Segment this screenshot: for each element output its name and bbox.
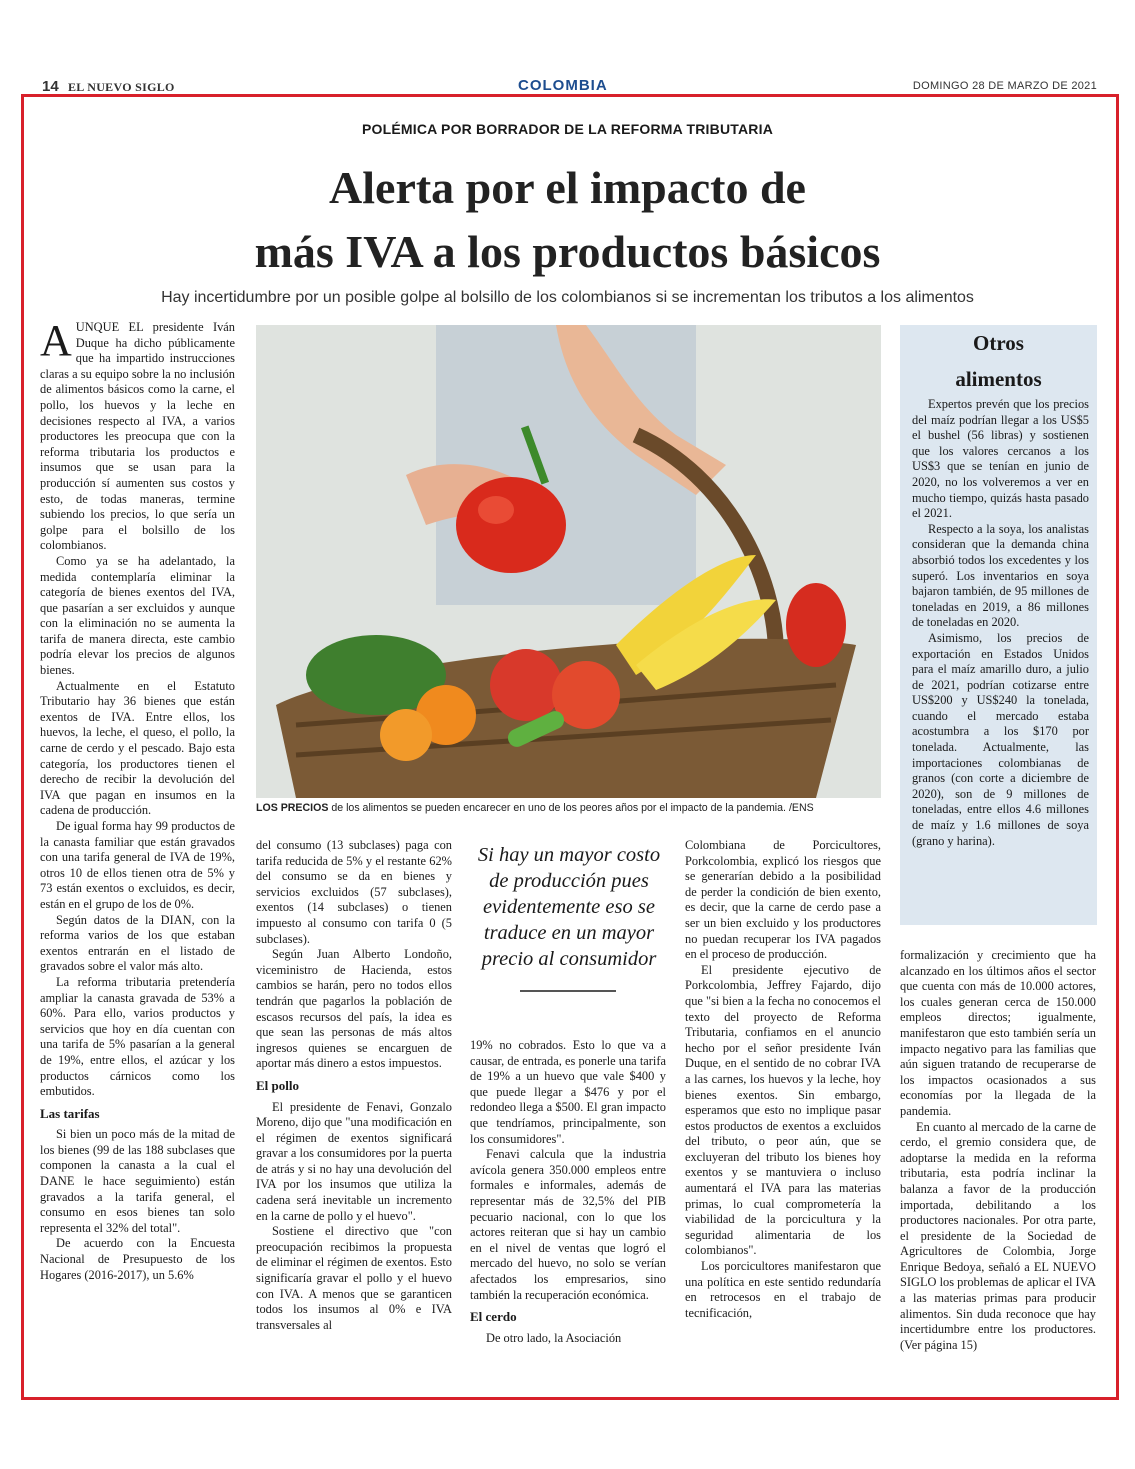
- masthead: [42, 77, 1097, 95]
- paragraph: El presidente de Fenavi, Gonzalo Moreno, dijo que "una modificación en el régimen de exentos significará gravar a los consumidores por la puerta de atrás y si no hay una devolución del IVA por los insumos que utiliza la cadena será inevitable un incremento en la carne de pollo y el huevo".: [256, 1099, 452, 1223]
- page-number: 14: [42, 78, 59, 95]
- section-name: COLOMBIA: [518, 77, 608, 94]
- headline-line-1: Alerta por el impacto de: [329, 162, 806, 213]
- caption-text: de los alimentos se pueden encarecer en uno de los peores años por el impacto de la pandemia. /ENS: [328, 802, 814, 814]
- article-headline: [0, 156, 1135, 284]
- article-column-2: [256, 838, 452, 1333]
- paragraph: Si bien un poco más de la mitad de los bienes (99 de las 188 subclases que componen la canasta a la cual el DANE le hace seguimiento) están gravados a la tarifa general, el consumo en esos bienes tan solo representa el 32% del total".: [40, 1127, 235, 1235]
- paragraph: Según Juan Alberto Londoño, viceministro de Hacienda, estos cambios se harán, pero no todos ellos tendrán que pagarlos la población de escasos recursos del país, la idea es que sean las personas de más altos ingresos quienes se encarguen de aportar más dinero a estos impuestos.: [256, 947, 452, 1071]
- sidebar-body: [900, 397, 1097, 849]
- paragraph: El presidente ejecutivo de Porkcolombia, Jeffrey Fajardo, dijo que "si bien a la fecha no conocemos el texto del proyecto de Reforma Tributaria, confiamos en el anuncio hecho por el señor presidente Iván Duque, en el sentido de no cobrar IVA a las carnes, los huevos y la leche, hoy bienes exentos. Sin embargo, esperamos que esto no implique pasar estos productos de exentos a excluidos del tributo, o peor aún, que se excluyeran del tributo los bienes hoy exentos y se mantuviera o incluso aumentará el IVA para las materias primas, lo cual comprometería la viabilidad de la porcicultura y la seguridad alimentaria de los colombianos".: [685, 962, 881, 1258]
- article-column-3: [470, 1038, 666, 1346]
- paragraph: Los porcicultores manifestaron que una política en este sentido redundaría en retrocesos en el trabajo de tecnificación,: [685, 1259, 881, 1320]
- pull-quote-rule: [520, 990, 616, 992]
- caption-lead: LOS PRECIOS: [256, 802, 329, 814]
- subheading-tarifas: Las tarifas: [40, 1105, 100, 1121]
- paragraph: Colombiana de Porcicultores, Porkcolombia, explicó los riesgos que se generarían debido a la posibilidad de perder la condición de bien exento, es decir, que la carne de cerdo pase a ser un bien excluido y los productores no puedan recuperar los IVA pagados en el proceso de producción.: [685, 838, 881, 962]
- photo-illustration: [256, 325, 881, 798]
- paragraph: formalización y crecimiento que ha alcanzado en los últimos años el sector que cuenta con más de 10.000 actores, los cuales generan cerca de 150.000 empleos directos; igualmente, manifestaron que esto también sería un impacto negativo para las familias que aún siguen tratando de recuperarse de los impactos ocasionados a sus economías por la llegada de la pandemia.: [900, 948, 1096, 1118]
- photo-caption: [256, 802, 896, 814]
- paragraph: Como ya se ha adelantado, la medida contemplaría eliminar la categoría de bienes exentos del IVA, que pasarían a ser excluidos y aunque con la eliminación no se aumenta la tarifa de manera directa, este cambio podría elevar los precios de algunos bienes.: [40, 553, 235, 678]
- paragraph: Expertos prevén que los precios del maíz podrían llegar a los US$5 el bushel (56 libras) y sostienen que los valores cercanos a los US$3 que se tenían en junio de 2020, no los volveremos a ver en mucho tiempo, quizás hasta pasado el 2021.: [912, 397, 1089, 521]
- issue-date: DOMINGO 28 DE MARZO DE 2021: [912, 80, 1097, 92]
- paragraph: En cuanto al mercado de la carne de cerdo, el gremio considera que, de adoptarse la medida en la reforma tributaria, esta podría inclinar la balanza a favor de la producción importada, debilitando a los productores nacionales. Por otra parte, el presidente de la Sociedad de Agricultores de Colombia, Jorge Enrique Bedoya, señaló a EL NUEVO SIGLO los problemas de aplicar el IVA a las materias primas para producir alimentos. Sin duda reconoce que hay incertidumbre entre los productores. (Ver página 15): [900, 1119, 1096, 1352]
- article-subhead: Hay incertidumbre por un posible golpe al bolsillo de los colombianos si se incrementan los tributos a los alimentos: [161, 289, 974, 306]
- paragraph: Asimismo, los precios de exportación en Estados Unidos para el maíz amarillo duro, a julio de 2021, podrían cotizarse entre US$200 y US$240 la tonelada, cuando el mercado estaba acostumbra a los $170 por tonelada. Actualmente, las importaciones colombianas de granos (con corte a diciembre de 2020), son de 9 millones de toneladas, entre ellos 4.6 millones de maíz y 1.6 millones de soya (grano y harina).: [912, 630, 1089, 848]
- paragraph: AUNQUE EL presidente Iván Duque ha dicho públicamente que ha impartido instrucciones claras a su equipo sobre la no inclusión de alimentos básicos como la carne, el pollo, los huevos y la leche en decisiones respecto al IVA, a varios productores les preocupa que con la reforma tributaria los productos e insumos que se usan para la producción sí aumenten sus costos y esto, de todas maneras, termine subiendo los precios, lo que sería un golpe para el bolsillo de los colombianos.: [40, 316, 235, 553]
- sidebar-box: [900, 325, 1097, 925]
- paragraph: De otro lado, la Asociación: [486, 1330, 622, 1345]
- paragraph: 19% no cobrados. Esto lo que va a causar, de entrada, es ponerle una tarifa de 19% a un huevo que vale $400 y que puede llegar a $476 y por el redondeo llega a $500. El gran impacto que tendríamos, principalmente, son los consumidores".: [470, 1038, 666, 1146]
- headline-line-2: más IVA a los productos básicos: [254, 226, 881, 277]
- article-kicker: POLÉMICA POR BORRADOR DE LA REFORMA TRIBUTARIA: [361, 121, 774, 137]
- paragraph: De acuerdo con la Encuesta Nacional de Presupuesto de los Hogares (2016-2017), un 5.6%: [40, 1236, 235, 1282]
- article-column-1: [40, 316, 235, 1283]
- article-column-4: [685, 838, 881, 1321]
- paragraph: del consumo (13 subclases) paga con tarifa reducida de 5% y el restante 62% del consumo se da en bienes y servicios excluidos (57 subclases), exentos (14 subclases) o tienen impuesto al consumo con tarifa 0 (5 subclases).: [256, 838, 452, 946]
- paragraph: Sostiene el directivo que "con preocupación recibimos la propuesta de eliminar el régimen de exentos. Esto significaría gravar el pollo y el huevo con IVA. A menos que se garanticen todos los insumos al 0% e IVA transversales al: [256, 1224, 452, 1332]
- drop-cap: A: [40, 316, 72, 365]
- paragraph: De igual forma hay 99 productos de la canasta familiar que están gravados con una tarifa general de IVA de 19%, otros 10 de ellos tienen otra de 5% y 73 están exentos o excluidos, es decir, están en el grupo de los de 0%.: [40, 819, 235, 911]
- paragraph: La reforma tributaria pretendería ampliar la canasta gravada de 53% a 60%. Para ello, varios productos y servicios que hoy en día cuentan con una tarifa de 5% pasarían a la general de 19%, entre ellos, el azúcar y los productos cárnicos como los embutidos.: [40, 974, 235, 1099]
- paragraph: Fenavi calcula que la industria avícola genera 350.000 empleos entre formales e informales, además de representar más de 32,5% del PIB pecuario nacional, con lo que los actores reiteran que si hay un cambio en el nivel de ventas que logró el mercado del huevo, no solo se verían afectados los empresarios, sino también la recuperación económica.: [470, 1147, 666, 1302]
- article-column-5: [900, 948, 1096, 1353]
- paragraph: Respecto a la soya, los analistas consideran que la demanda china absorbió todos los excedentes y los superó. Los inventarios en soya bajaron también, de 95 millones de toneladas en 2019, a 86 millones de toneladas en 2020.: [912, 521, 1089, 630]
- pull-quote: Si hay un mayor costo de producción pues evidentemente eso se traduce en un mayor precio al consumidor: [477, 844, 661, 970]
- subheading-pollo: El pollo: [256, 1077, 299, 1093]
- vegetable-basket-photo: [256, 325, 881, 798]
- newspaper-name: EL NUEVO SIGLO: [68, 80, 175, 94]
- paragraph: Actualmente en el Estatuto Tributario hay 36 bienes que están exentos de IVA. Entre ellos, los huevos, la leche, el queso, el pollo, la carne de cerdo y el pescado. Bajo esta categoría, los productores tienen el derecho de recibir la devolución del IVA que pagan en insumos en la cadena de producción.: [40, 678, 235, 818]
- sidebar-title: Otros alimentos: [955, 331, 1042, 391]
- subheading-cerdo: El cerdo: [470, 1309, 517, 1325]
- paragraph: Según datos de la DIAN, con la reforma varios de los que estaban exentos entrarán en el listado de gravados sobre el valor más alto.: [40, 912, 235, 974]
